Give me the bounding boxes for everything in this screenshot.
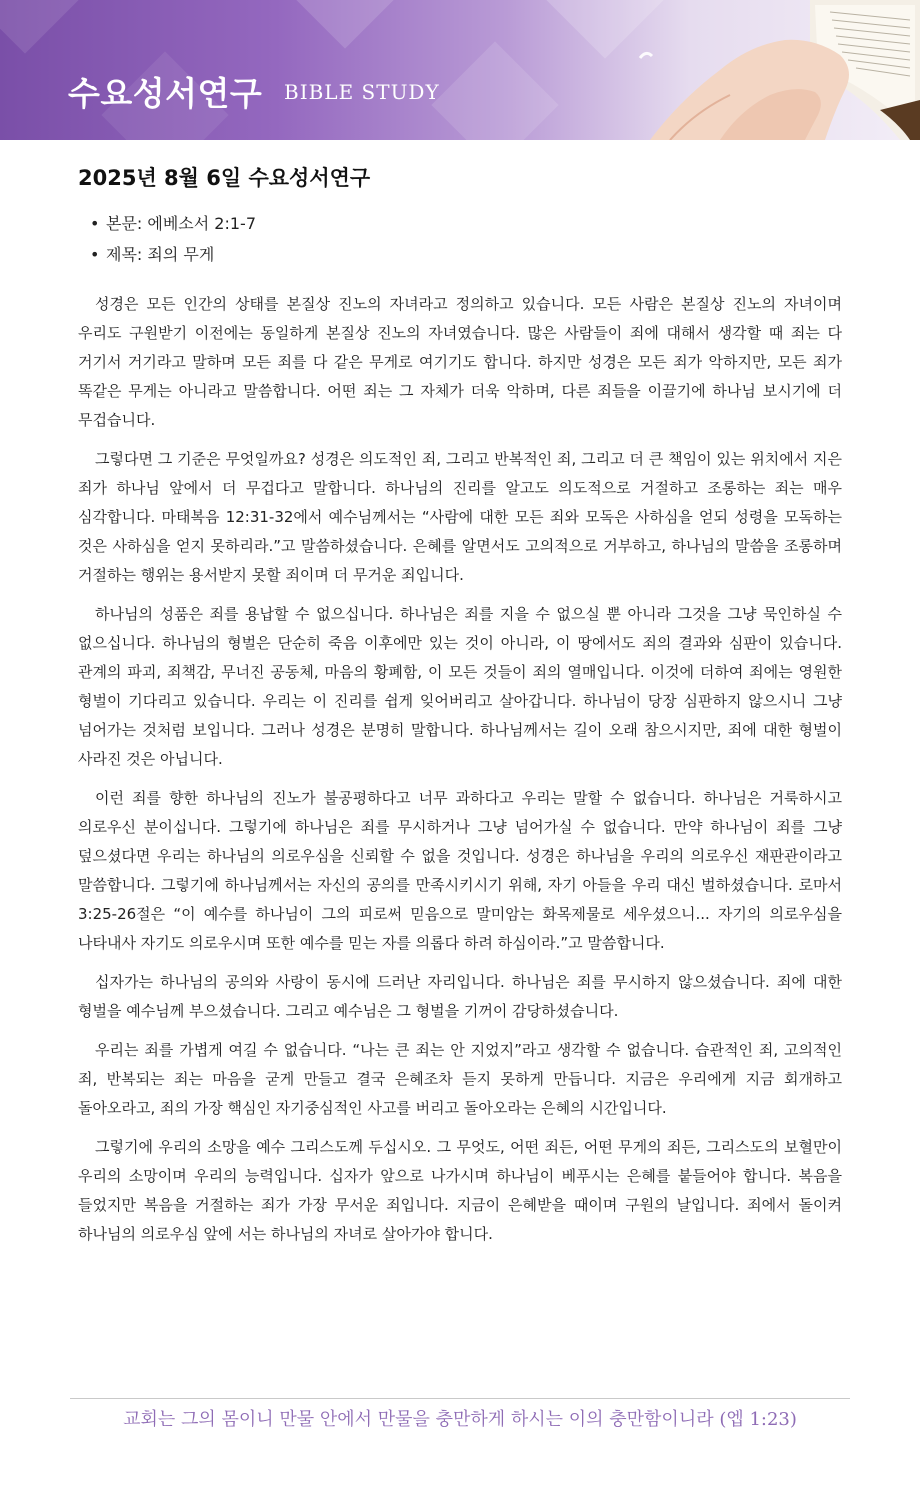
paragraph: 하나님의 성품은 죄를 용납할 수 없으십니다. 하나님은 죄를 지을 수 없으실 뿐 아니라 그것을 그냥 묵인하실 수 없으십니다. 하나님의 형벌은 단순히 죽음 이후에만 있는 것이 아니라, 이 땅에서도 죄의 결과와 심판이 있습니다. 관계의 파괴, 죄책감, 무너진 공동체, 마음의 황폐함, 이 모든 것들이 죄의 열매입니다. 이것에 더하여 죄에는 영원한 형벌이 기다리고 있습니다. 우리는 이 진리를 쉽게 잊어버리고 살아갑니다. 하나님이 당장 심판하지 않으시니 그냥 넘어가는 것처럼 보입니다. 그러나 성경은 분명히 말합니다. 하나님께서는 길이 오래 참으시지만, 죄에 대한 형벌이 사라진 것은 아닙니다.: [78, 605, 842, 768]
paragraph: 그렇다면 그 기준은 무엇일까요? 성경은 의도적인 죄, 그리고 반복적인 죄, 그리고 더 큰 책임이 있는 위치에서 지은 죄가 하나님 앞에서 더 무겁다고 말합니다. 하나님의 진리를 알고도 의도적으로 거절하고 조롱하는 죄는 매우 심각합니다. 마태복음 12:31-32에서 예수님께서는 “사람에 대한 모든 죄와 모독은 사하심을 얻되 성령을 모독하는 것은 사하심을 얻지 못하리라.”고 말씀하셨습니다. 은혜를 알면서도 고의적으로 거부하고, 하나님의 말씀을 조롱하며 거절하는 행위는 용서받지 못할 죄이며 더 무거운 죄입니다.: [78, 450, 842, 584]
paragraph: 성경은 모든 인간의 상태를 본질상 진노의 자녀라고 정의하고 있습니다. 모든 사람은 본질상 진노의 자녀이며 우리도 구원받기 이전에는 동일하게 본질상 진노의 자녀였습니다. 많은 사람들이 죄에 대해서 생각할 때 죄는 다 거기서 거기라고 말하며 모든 죄를 다 같은 무게로 여기기도 합니다. 하지만 성경은 모든 죄가 악하지만, 모든 죄가 똑같은 무게는 아니라고 말씀합니다. 어떤 죄는 그 자체가 더욱 악하며, 다른 죄들을 이끌기에 하나님 보시기에 더 무겁습니다.: [78, 295, 842, 429]
open-bible-hands-icon: [610, 0, 920, 140]
meta-subject: [90, 239, 842, 270]
bullet-icon: •: [90, 245, 100, 264]
paragraph: 우리는 죄를 가볍게 여길 수 없습니다. “나는 큰 죄는 안 지었지”라고 생각할 수 없습니다. 습관적인 죄, 고의적인 죄, 반복되는 죄는 마음을 굳게 만들고 결국 은혜조차 듣지 못하게 만듭니다. 지금은 우리에게 지금 회개하고 돌아오라고, 죄의 가장 핵심인 자기중심적인 사고를 버리고 돌아오라는 은혜의 시간입니다.: [78, 1041, 842, 1117]
meta-subject-text: 제목: 죄의 무게: [106, 245, 215, 264]
paragraph: 그렇기에 우리의 소망을 예수 그리스도께 두십시오. 그 무엇도, 어떤 죄든, 어떤 무게의 죄든, 그리스도의 보혈만이 우리의 소망이며 우리의 능력입니다. 십자가 앞으로 나가시며 하나님이 베푸시는 은혜를 붙들어야 합니다. 복음을 들었지만 복음을 거절하는 죄가 가장 무서운 죄입니다. 지금이 은혜받을 때이며 구원의 날입니다. 죄에서 돌이켜 하나님의 의로우심 앞에 서는 하나님의 자녀로 살아가야 합니다.: [78, 1138, 842, 1243]
banner-title: 수요성서연구: [68, 74, 263, 113]
paragraph: 십자가는 하나님의 공의와 사랑이 동시에 드러난 자리입니다. 하나님은 죄를 무시하지 않으셨습니다. 죄에 대한 형벌을 예수님께 부으셨습니다. 그리고 예수님은 그 형벌을 기꺼이 감당하셨습니다.: [78, 973, 842, 1020]
banner-decor: [431, 41, 558, 140]
document-body: [78, 162, 842, 1259]
banner-decor: [0, 0, 89, 54]
header-banner: [0, 0, 920, 140]
paragraph: 이런 죄를 향한 하나님의 진노가 불공평하다고 너무 과하다고 우리는 말할 수 없습니다. 하나님은 거룩하시고 의로우신 분이십니다. 그렇기에 하나님은 죄를 무시하거나 그냥 넘어가실 수 없습니다. 만약 하나님이 죄를 그냥 덮으셨다면 우리는 하나님의 의로우심을 신뢰할 수 없을 것입니다. 성경은 하나님을 우리의 의로우신 재판관이라고 말씀합니다. 그렇기에 하나님께서는 자신의 공의를 만족시키시기 위해, 자기 아들을 우리 대신 벌하셨습니다. 로마서 3:25-26절은 “이 예수를 하나님이 그의 피로써 믿음으로 말미암는 화목제물로 세우셨으니... 자기의 의로우심을 나타내사 자기도 의로우시며 또한 예수를 믿는 자를 의롭다 하려 하심이라.”고 말씀합니다.: [78, 789, 842, 952]
document-meta: [78, 208, 842, 270]
meta-scripture: [90, 208, 842, 239]
bullet-icon: •: [90, 214, 100, 233]
document-title: 2025년 8월 6일 수요성서연구: [78, 166, 371, 190]
footer-verse: 교회는 그의 몸이니 만물 안에서 만물을 충만하게 하시는 이의 충만함이니라 (엡 1:23): [123, 1409, 797, 1430]
banner-decor: [281, 0, 408, 49]
banner-subtitle: BIBLE STUDY: [284, 80, 440, 104]
footer-divider: [70, 1398, 850, 1399]
meta-scripture-text: 본문: 에베소서 2:1-7: [106, 214, 257, 233]
